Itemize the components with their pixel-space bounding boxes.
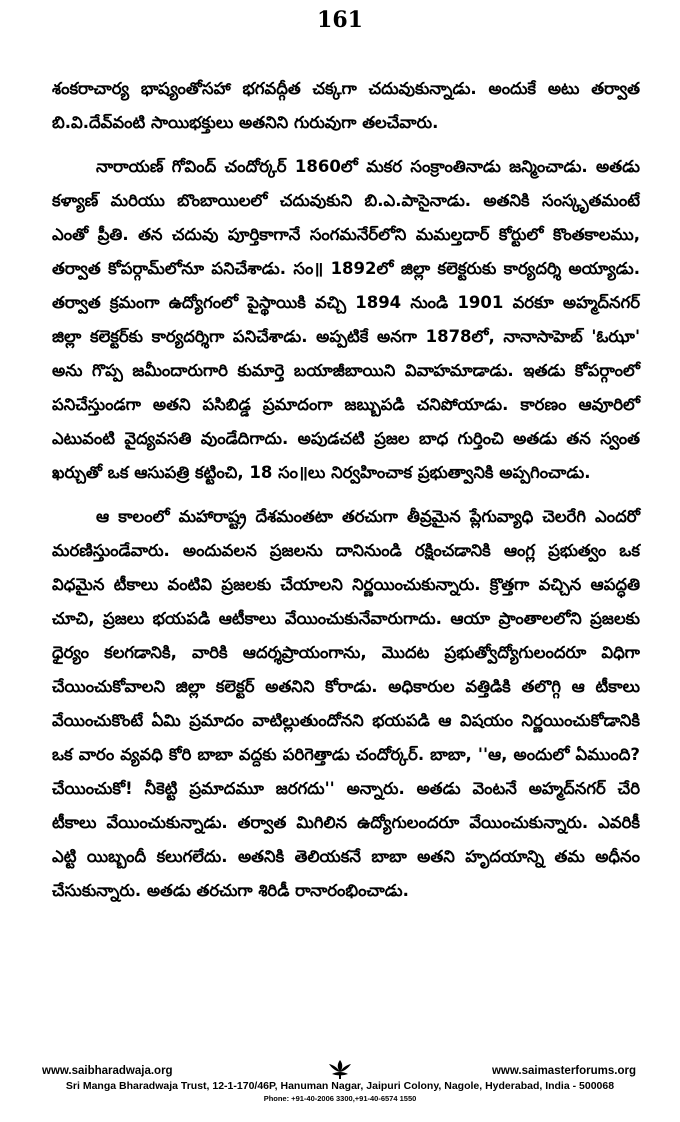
page-body [52, 72, 640, 918]
paragraph-3: ఆ కాలంలో మహారాష్ట్ర దేశమంతటా తరచుగా తీవ్రమైన ప్లేగువ్యాధి చెలరేగి ఎందరో మరణిస్తుండేవారు. అందువలన ప్రజలను దానినుండి రక్షించడానికి ఆంగ్ల ప్రభుత్వం ఒక విధమైన టీకాలు వంటివి ప్రజలకు చేయాలని నిర్ణయించుకున్నారు. క్రొత్తగా వచ్చిన ఆపద్ధతి చూచి, ప్రజలు భయపడి ఆటీకాలు వేయించుకునేవారుగాదు. ఆయా ప్రాంతాలలోని ప్రజలకు ధైర్యం కలగడానికి, వారికి ఆదర్శప్రాయంగాను, మొదట ప్రభుత్వోద్యోగులందరూ విధిగా చేయించుకోవాలని జిల్లా కలెక్టర్ అతనిని కోరాడు. అధికారుల వత్తిడికి తలొగ్గి ఆ టీకాలు వేయించుకొంటే ఏమి ప్రమాదం వాటిల్లుతుందోనని భయపడి ఆ విషయం నిర్ణయించుకోడానికి ఒక వారం వ్యవధి కోరి బాబా వద్దకు పరిగెత్తాడు చందోర్కర్. బాబా, ''ఆ, అందులో ఏముంది? చేయించుకో! నీకెట్టి ప్రమాదమూ జరగదు'' అన్నారు. అతడు వెంటనే అహ్మద్‌నగర్ చేరి టీకాలు వేయించుకున్నాడు. తర్వాత మిగిలిన ఉద్యోగులందరూ వేయించుకున్నారు. ఎవరికీ ఎట్టి యిబ్బందీ కలుగలేదు. అతనికి తెలియకనే బాబా అతని హృదయాన్ని తమ అధీనం చేసుకున్నారు. అతడు తరచుగా శిరిడీ రానారంభించాడు. [52, 507, 640, 900]
paragraph-1: శంకరాచార్య భాష్యంతోసహా భగవద్గీత చక్కగా చదువుకున్నాడు. అందుకే అటు తర్వాత బి.వి.దేవ్‌వంటి సాయిభక్తులు అతనిని గురువుగా తలచేవారు. [52, 79, 640, 132]
footer-website-right[interactable]: www.saimasterforums.org [491, 1065, 636, 1077]
paragraph-2: నారాయణ్ గోవింద్ చందోర్కర్ 1860లో మకర సంక్రాంతినాడు జన్మించాడు. అతడు కళ్యాణ్ మరియు బొంబాయిలలో చదువుకుని బి.ఎ.పాసైనాడు. అతనికి సంస్కృతమంటే ఎంతో ప్రీతి. తన చదువు పూర్తికాగానే సంగమనేర్‌లోని మమల్తదార్ కోర్టులో కొంతకాలము, తర్వాత కోపర్గామ్‌లోనూ పనిచేశాడు. సం॥ 1892లో జిల్లా కలెక్టరుకు కార్యదర్శి అయ్యాడు. తర్వాత క్రమంగా ఉద్యోగంలో పైస్థాయికి వచ్చి 1894 నుండి 1901 వరకూ అహ్మద్‌నగర్ జిల్లా కలెక్టర్‌కు కార్యదర్శిగా పనిచేశాడు. అప్పటికే అనగా 1878లో, నానాసాహెబ్ 'ఓఝా' అను గొప్ప జమీందారుగారి కుమార్తె బయాజీబాయిని వివాహమాడాడు. ఇతడు కోపర్గాంలో పనిచేస్తుండగా అతని పసిబిడ్డ ప్రమాదంగా జబ్బుపడి చనిపోయాడు. కారణం ఆవూరిలో ఎటువంటి వైద్యవసతి వుండేదిగాదు. అపుడచటి ప్రజల బాధ గుర్తించి అతడు తన స్వంత ఖర్చుతో ఒక ఆసుపత్రి కట్టించి, 18 సం॥లు నిర్వహించాక ప్రభుత్వానికి అప్పగించాడు. [52, 157, 640, 482]
page-footer [30, 1064, 650, 1114]
footer-address: Sri Manga Bharadwaja Trust, 12-1-170/46P, Hanuman Nagar, Jaipuri Colony, Nagole, Hyderabad, India - 500068 [65, 1080, 615, 1092]
footer-phone: Phone: +91-40-2006 3300,+91-40-6574 1550 [263, 1094, 417, 1103]
footer-website-left[interactable]: www.saibharadwaja.org [42, 1065, 173, 1077]
footer-links-row [30, 1064, 650, 1078]
page-number: 161 [317, 7, 363, 33]
lotus-ornament-icon [326, 1058, 354, 1080]
